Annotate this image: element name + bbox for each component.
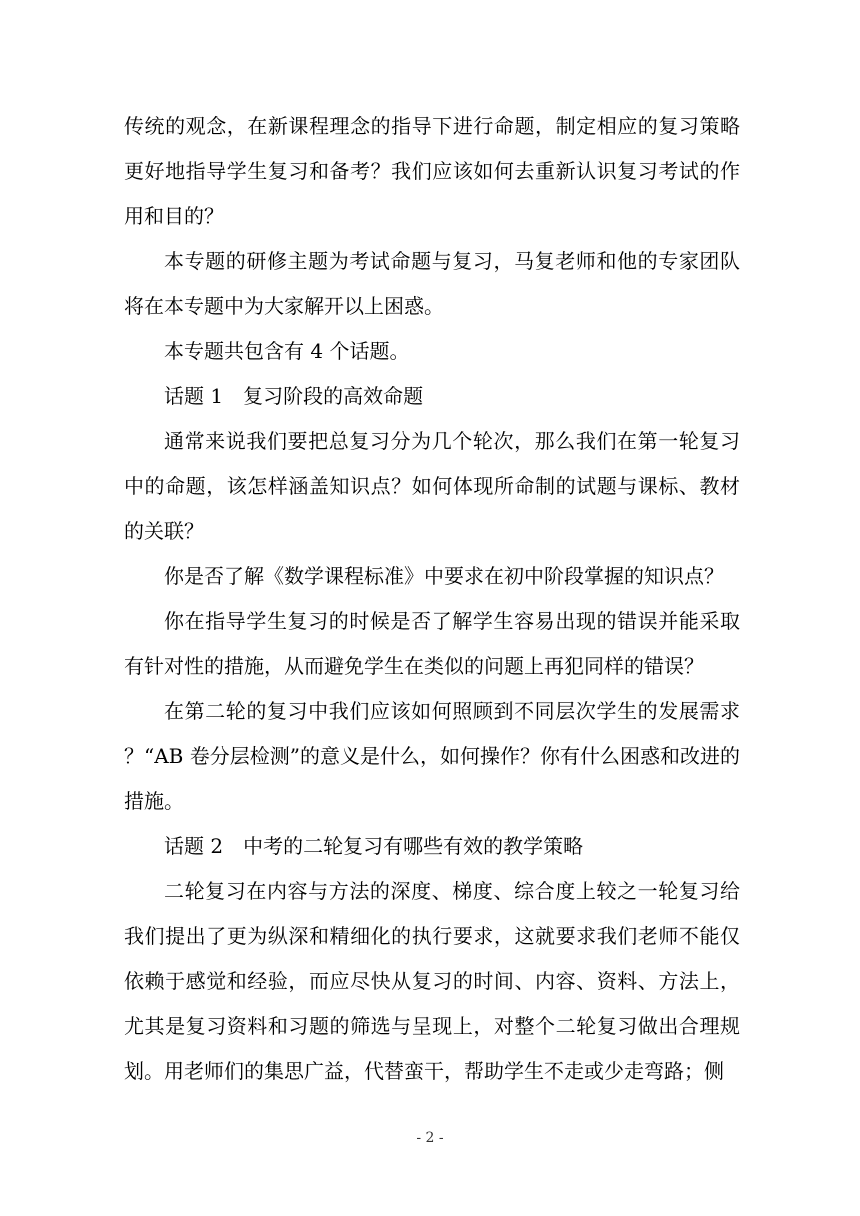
paragraph-topic-2-intro: 二轮复习在内容与方法的深度、梯度、综合度上较之一轮复习给我们提出了更为纵深和精细化的执行要求，这就要求我们老师不能仅依赖于感觉和经验，而应尽快从复习的时间、内容、资料、方法上，尤其是复习资料和习题的筛选与呈现上，对整个二轮复习做出合理规划。用老师们的集思广益，代替蛮干，帮助学生不走或少走弯路；侧 [124,879,740,1083]
document-body [124,104,740,1094]
paragraph-topic-theme: 本专题的研修主题为考试命题与复习，马复老师和他的专家团队将在本专题中为大家解开以上困惑。 [124,249,740,318]
page-number: - 2 - [416,1130,444,1146]
paragraph-intro-continued: 传统的观念，在新课程理念的指导下进行命题，制定相应的复习策略更好地指导学生复习和备考？我们应该如何去重新认识复习考试的作用和目的？ [124,114,740,228]
paragraph-topic-1-question-errors: 你在指导学生复习的时候是否了解学生容易出现的错误并能采取有针对性的措施，从而避免学生在类似的问题上再犯同样的错误？ [124,609,740,678]
paragraph-topic-1-question-standards: 你是否了解《数学课程标准》中要求在初中阶段掌握的知识点？ [164,564,724,588]
heading-topic-2: 话题 2 中考的二轮复习有哪些有效的教学策略 [164,834,584,858]
paragraph-topic-1-question-second-round: 在第二轮的复习中我们应该如何照顾到不同层次学生的发展需求？“AB 卷分层检测”的意义是什么，如何操作？你有什么困惑和改进的措施。 [124,699,740,813]
heading-topic-1: 话题 1 复习阶段的高效命题 [164,384,424,408]
paragraph-topic-count: 本专题共包含有 4 个话题。 [164,339,410,363]
paragraph-topic-1-intro: 通常来说我们要把总复习分为几个轮次，那么我们在第一轮复习中的命题，该怎样涵盖知识点？如何体现所命制的试题与课标、教材的关联？ [124,429,740,543]
